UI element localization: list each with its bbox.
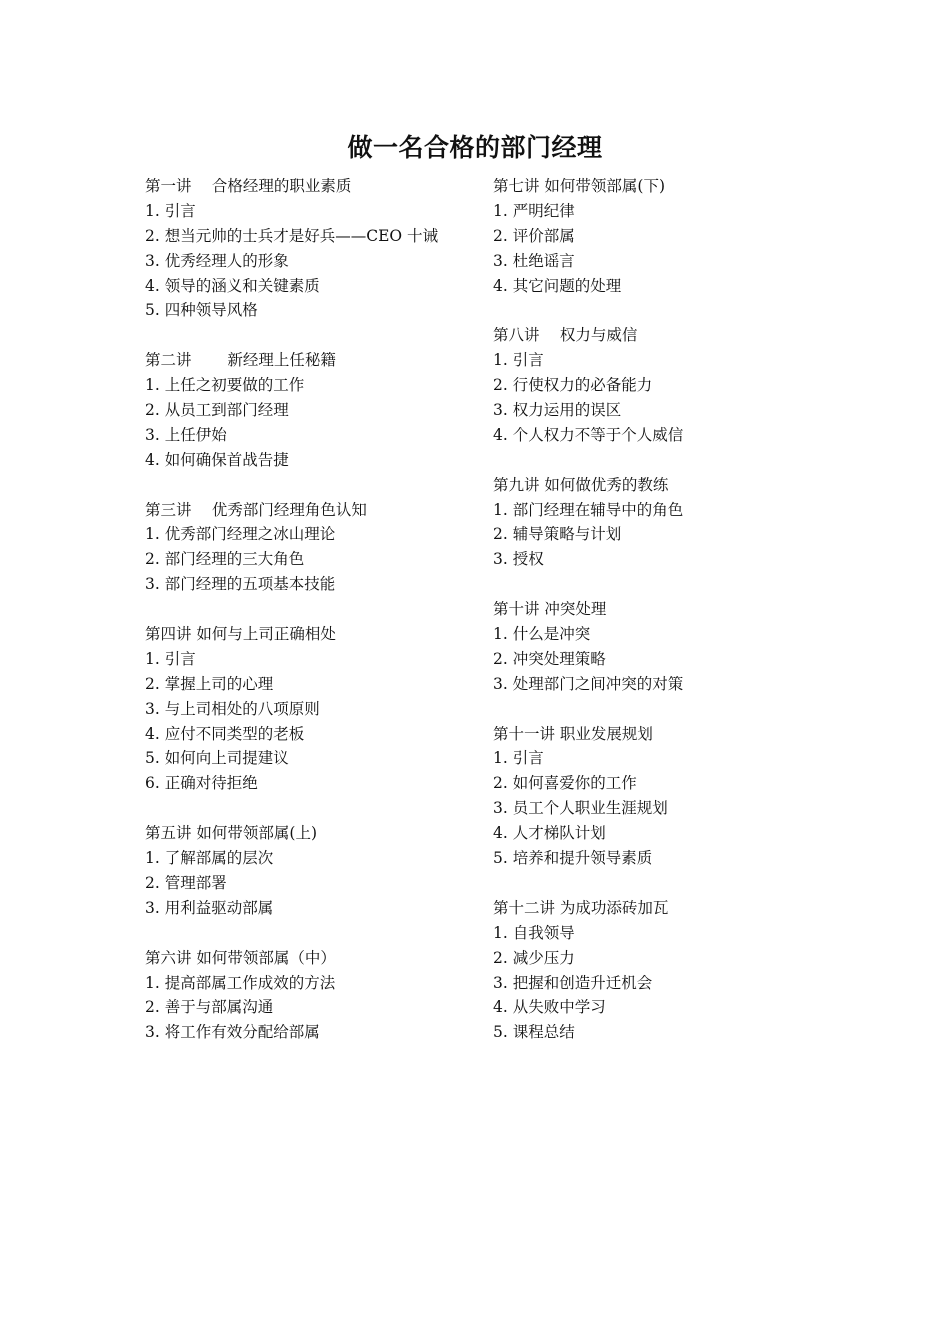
lecture-section — [493, 473, 813, 573]
lecture-item: 3. 杜绝谣言 — [493, 251, 575, 270]
lecture-item: 3. 员工个人职业生涯规划 — [493, 799, 668, 818]
right-column — [493, 174, 813, 1070]
lecture-item: 2. 冲突处理策略 — [493, 649, 606, 668]
lecture-heading: 第十讲 冲突处理 — [493, 600, 607, 619]
lecture-item: 2. 辅导策略与计划 — [493, 525, 622, 544]
lecture-item: 5. 课程总结 — [493, 1023, 575, 1042]
lecture-item: 1. 引言 — [145, 649, 196, 668]
lecture-item: 3. 部门经理的五项基本技能 — [145, 575, 336, 594]
lecture-section — [493, 323, 813, 447]
lecture-heading: 第八讲 权力与威信 — [493, 326, 638, 345]
lecture-item: 3. 权力运用的误区 — [493, 401, 622, 420]
lecture-section — [493, 896, 813, 1045]
lecture-item: 2. 如何喜爱你的工作 — [493, 774, 637, 793]
lecture-heading: 第四讲 如何与上司正确相处 — [145, 625, 336, 644]
lecture-section — [493, 597, 813, 697]
lecture-item: 2. 行使权力的必备能力 — [493, 376, 653, 395]
lecture-heading: 第七讲 如何带领部属(下) — [493, 177, 666, 195]
lecture-heading: 第六讲 如何带领部属（中） — [145, 948, 336, 967]
lecture-section — [145, 498, 485, 598]
lecture-item: 3. 优秀经理人的形象 — [145, 251, 289, 270]
lecture-item: 1. 部门经理在辅导中的角色 — [493, 500, 684, 519]
lecture-item: 2. 从员工到部门经理 — [145, 401, 289, 420]
document-title: 做一名合格的部门经理 — [347, 133, 603, 162]
lecture-item: 5. 如何向上司提建议 — [145, 749, 289, 768]
lecture-item: 4. 个人权力不等于个人威信 — [493, 425, 684, 444]
lecture-section — [145, 174, 485, 323]
lecture-item: 2. 管理部署 — [145, 873, 227, 892]
lecture-item: 3. 处理部门之间冲突的对策 — [493, 674, 684, 693]
lecture-item: 1. 优秀部门经理之冰山理论 — [145, 525, 336, 544]
lecture-section — [145, 348, 485, 472]
lecture-item: 2. 减少压力 — [493, 948, 575, 967]
lecture-item: 4. 其它问题的处理 — [493, 276, 622, 295]
lecture-heading: 第二讲 新经理上任秘籍 — [145, 351, 336, 370]
lecture-item: 5. 四种领导风格 — [145, 301, 258, 320]
lecture-item: 3. 上任伊始 — [145, 425, 227, 444]
lecture-item: 2. 部门经理的三大角色 — [145, 550, 305, 569]
lecture-heading: 第三讲 优秀部门经理角色认知 — [145, 500, 367, 519]
lecture-section — [145, 946, 485, 1046]
lecture-heading: 第五讲 如何带领部属(上) — [145, 824, 318, 843]
lecture-section — [145, 821, 485, 921]
lecture-item: 2. 善于与部属沟通 — [145, 998, 274, 1017]
lecture-item: 6. 正确对待拒绝 — [145, 774, 258, 793]
lecture-item: 4. 领导的涵义和关键素质 — [145, 276, 320, 295]
lecture-item: 1. 提高部属工作成效的方法 — [145, 973, 336, 992]
lecture-item: 4. 应付不同类型的老板 — [145, 724, 305, 743]
lecture-item: 1. 自我领导 — [493, 923, 575, 942]
lecture-section — [145, 622, 485, 796]
lecture-item: 1. 引言 — [493, 351, 544, 370]
lecture-item: 2. 掌握上司的心理 — [145, 674, 274, 693]
lecture-item: 3. 将工作有效分配给部属 — [145, 1023, 320, 1042]
lecture-item: 2. 评价部属 — [493, 226, 575, 245]
lecture-heading: 第十一讲 职业发展规划 — [493, 724, 653, 743]
lecture-item: 3. 与上司相处的八项原则 — [145, 699, 320, 718]
lecture-section — [493, 174, 813, 298]
lecture-heading: 第九讲 如何做优秀的教练 — [493, 475, 669, 494]
lecture-item: 5. 培养和提升领导素质 — [493, 849, 653, 868]
lecture-item: 3. 用利益驱动部属 — [145, 898, 274, 917]
lecture-item: 1. 引言 — [145, 201, 196, 220]
lecture-item: 4. 如何确保首战告捷 — [145, 450, 289, 469]
lecture-item: 4. 人才梯队计划 — [493, 824, 606, 843]
lecture-item: 1. 严明纪律 — [493, 201, 575, 220]
lecture-item: 3. 把握和创造升迁机会 — [493, 973, 653, 992]
lecture-item: 1. 引言 — [493, 749, 544, 768]
lecture-item: 1. 上任之初要做的工作 — [145, 376, 305, 395]
lecture-item: 3. 授权 — [493, 550, 544, 569]
lecture-item: 4. 从失败中学习 — [493, 998, 606, 1017]
lecture-item: 1. 什么是冲突 — [493, 625, 591, 644]
left-column — [145, 174, 485, 1070]
lecture-item: 1. 了解部属的层次 — [145, 849, 274, 868]
lecture-section — [493, 722, 813, 871]
lecture-item: 2. 想当元帅的士兵才是好兵——CEO 十诫 — [145, 226, 439, 245]
lecture-heading: 第十二讲 为成功添砖加瓦 — [493, 898, 669, 917]
lecture-heading: 第一讲 合格经理的职业素质 — [145, 177, 352, 195]
